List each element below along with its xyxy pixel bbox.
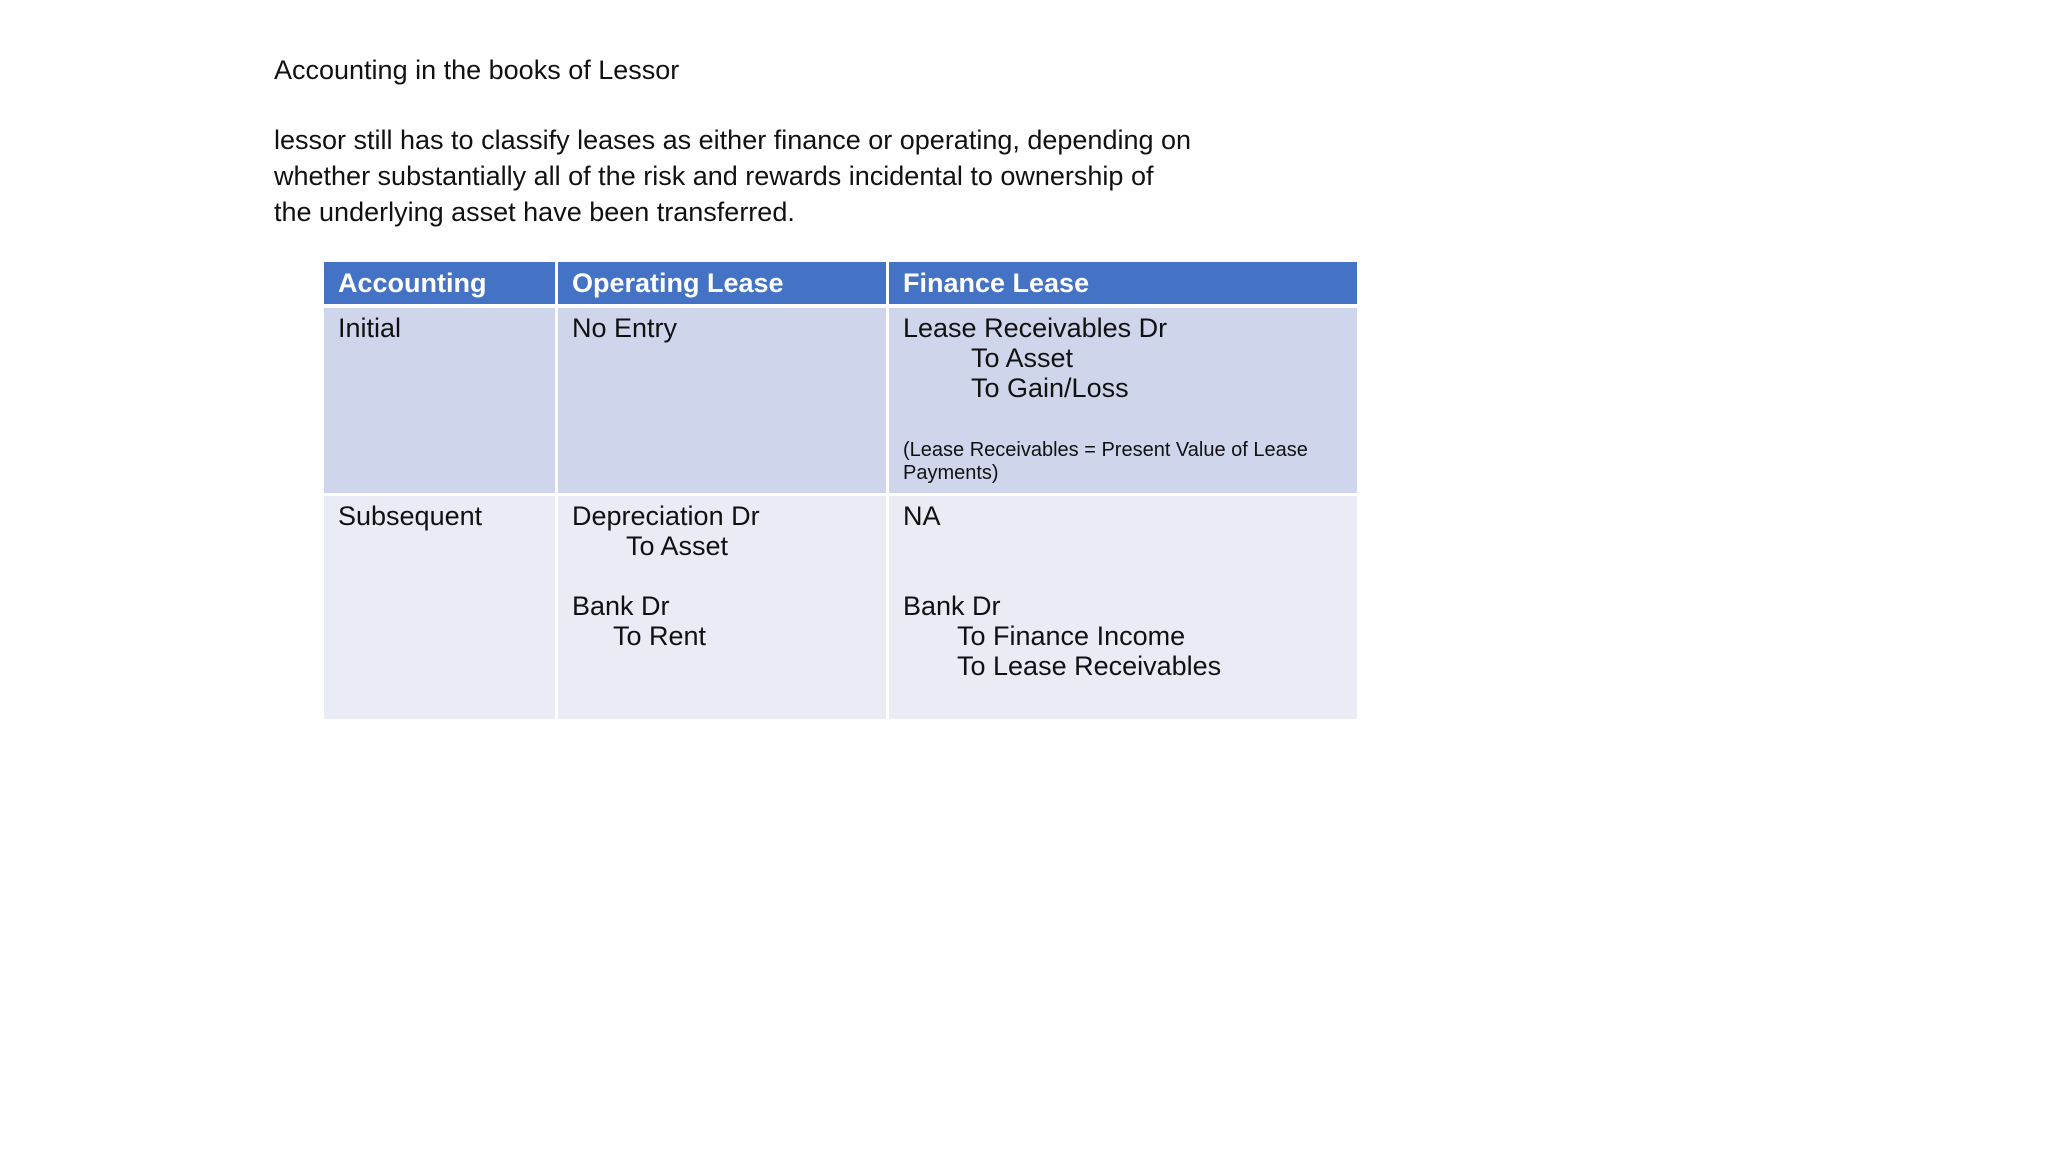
entry-spacer	[903, 561, 1343, 591]
entry-spacer	[903, 531, 1343, 561]
cell-initial-finance	[888, 306, 1359, 495]
intro-line: the underlying asset have been transferred.	[274, 197, 795, 227]
journal-debit: Depreciation Dr	[572, 501, 760, 531]
intro-line: lessor still has to classify leases as either finance or operating, depending on	[274, 125, 1192, 155]
journal-debit: Bank Dr	[903, 591, 1001, 621]
header-operating-lease: Operating Lease	[557, 261, 888, 307]
journal-credit: To Asset	[626, 531, 729, 561]
journal-credit: To Asset	[971, 343, 1074, 373]
header-accounting: Accounting	[323, 261, 557, 307]
lease-receivables-note: (Lease Receivables = Present Value of Lease Payments)	[903, 439, 1308, 484]
intro-paragraph	[274, 122, 1234, 230]
table-row-initial	[323, 306, 1359, 495]
journal-debit: Lease Receivables Dr	[903, 313, 1168, 343]
page-heading: Accounting in the books of Lessor	[274, 55, 680, 85]
journal-credit: To Gain/Loss	[971, 373, 1129, 403]
header-finance-lease: Finance Lease	[888, 261, 1359, 307]
cell-initial-operating	[557, 306, 888, 495]
table-row-subsequent	[323, 495, 1359, 721]
row-label: Initial	[338, 313, 402, 343]
journal-entry: NA	[903, 501, 941, 531]
cell-initial-label	[323, 306, 557, 495]
journal-credit: To Rent	[613, 621, 707, 651]
row-label: Subsequent	[338, 501, 483, 531]
journal-credit: To Finance Income	[957, 621, 1186, 651]
entry-spacer	[572, 561, 872, 591]
cell-subsequent-finance	[888, 495, 1359, 721]
intro-line: whether substantially all of the risk and rewards incidental to ownership of	[274, 161, 1154, 191]
cell-subsequent-label	[323, 495, 557, 721]
table-header-row	[323, 261, 1359, 307]
lease-accounting-table	[321, 259, 1360, 722]
cell-subsequent-operating	[557, 495, 888, 721]
journal-credit: To Lease Receivables	[957, 651, 1222, 681]
journal-entry: No Entry	[572, 313, 678, 343]
journal-debit: Bank Dr	[572, 591, 670, 621]
